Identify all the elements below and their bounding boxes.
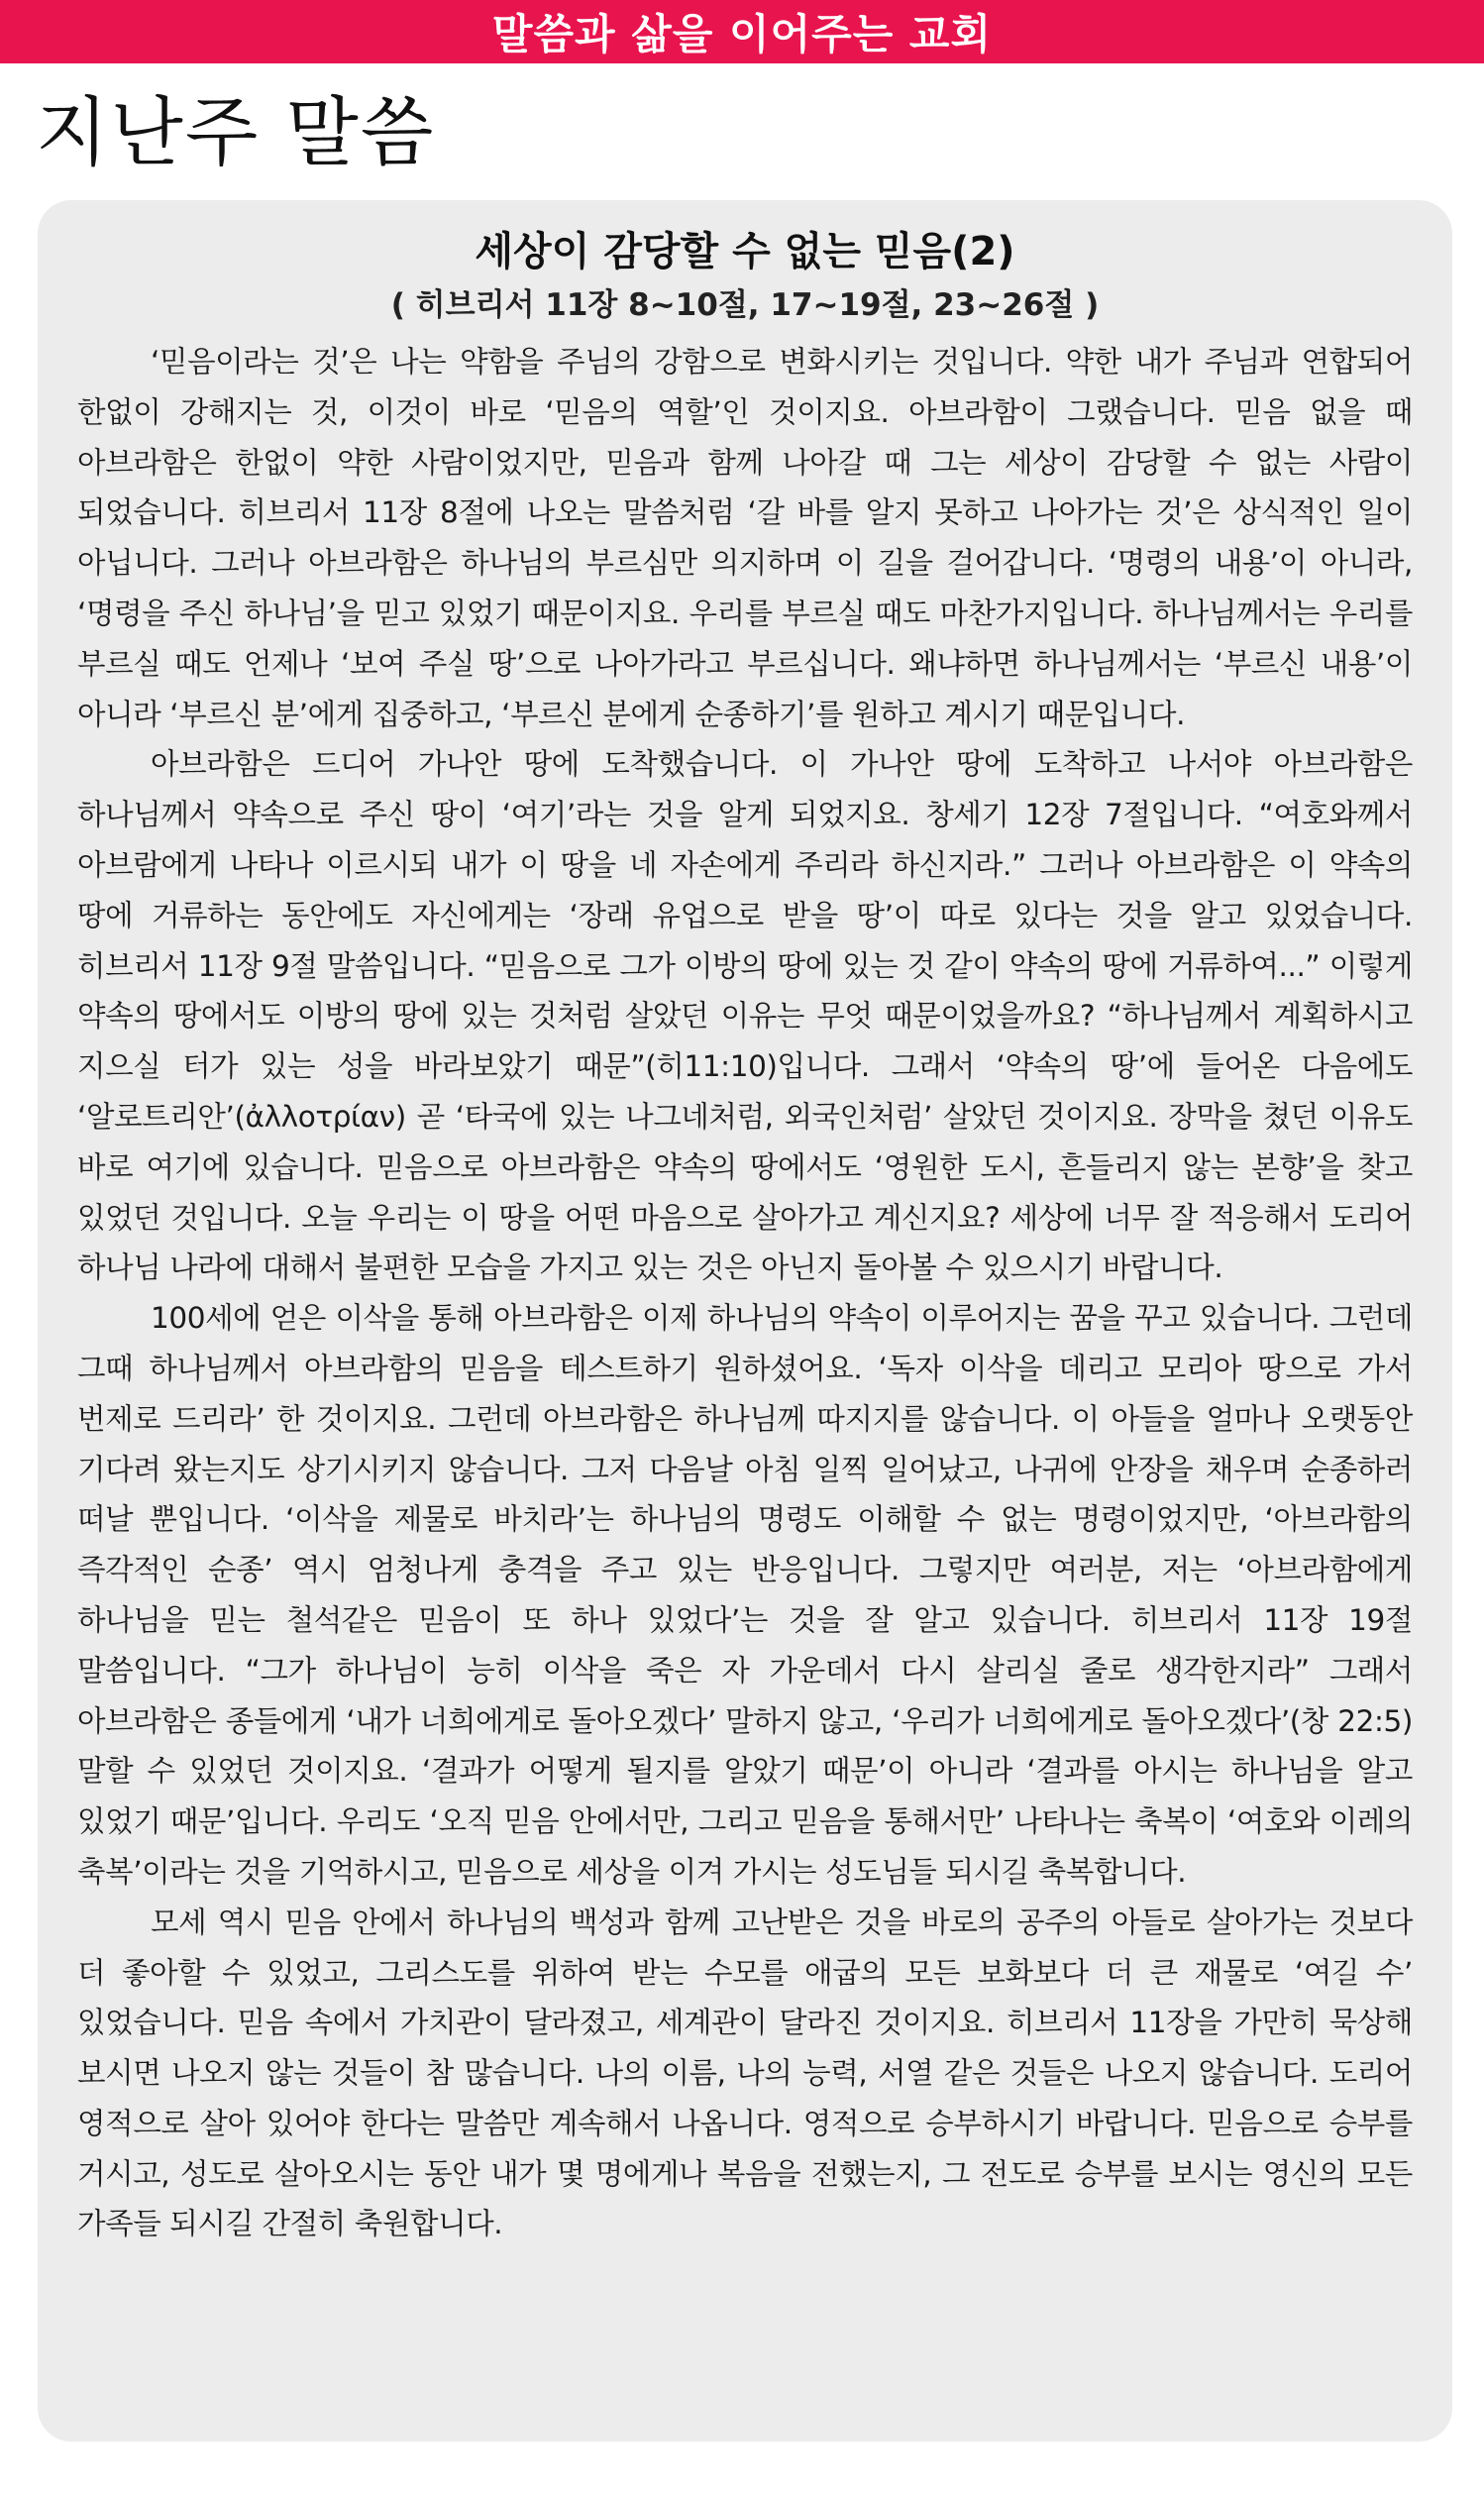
sermon-card (38, 200, 1452, 2442)
sermon-body (77, 337, 1413, 2249)
top-banner (0, 0, 1484, 63)
sermon-title: 세상이 감당할 수 없는 믿음(2) (475, 229, 1015, 274)
section-title: 지난주 말씀 (36, 88, 436, 176)
sermon-paragraph: 100세에 얻은 이삭을 통해 아브라함은 이제 하나님의 약속이 이루어지는 꿈을 꾸고 있습니다. 그런데 그때 하나님께서 아브라함의 믿음을 테스트하기 원하셨어요. ‘독자 이삭을 데리고 모리아 땅으로 가서 번제로 드리라’ 한 것이지요. 그런데 아브라함은 하나님께 따지지를 않습니다. 이 아들을 얼마나 오랫동안 기다려 왔는지도 상기시키지 않습니다. 그저 다음날 아침 일찍 일어났고, 나귀에 안장을 채우며 순종하러 떠날 뿐입니다. ‘이삭을 제물로 바치라’는 하나님의 명령도 이해할 수 없는 명령이었지만, ‘아브라함의 즉각적인 순종’ 역시 엄청나게 충격을 주고 있는 반응입니다. 그렇지만 여러분, 저는 ‘아브라함에게 하나님을 믿는 철석같은 믿음이 또 하나 있었다’는 것을 잘 알고 있습니다. 히브리서 11장 19절 말씀입니다. “그가 하나님이 능히 이삭을 죽은 자 가운데서 다시 살리실 줄로 생각한지라” 그래서 아브라함은 종들에게 ‘내가 너희에게로 돌아오겠다’ 말하지 않고, ‘우리가 너희에게로 돌아오겠다’(창 22:5) 말할 수 있었던 것이지요. ‘결과가 어떻게 될지를 알았기 때문’이 아니라 ‘결과를 아시는 하나님을 알고 있었기 때문’입니다. 우리도 ‘오직 믿음 안에서만, 그리고 믿음을 통해서만’ 나타나는 축복이 ‘여호와 이레의 축복’이라는 것을 기억하시고, 믿음으로 세상을 이겨 가시는 성도님들 되시길 축복합니다. (77, 1301, 1413, 1889)
banner-text: 말씀과 삶을 이어주는 교회 (491, 10, 993, 58)
sermon-paragraph: 모세 역시 믿음 안에서 하나님의 백성과 함께 고난받은 것을 바로의 공주의 아들로 살아가는 것보다 더 좋아할 수 있었고, 그리스도를 위하여 받는 수모를 애굽의 모든 보화보다 더 큰 재물로 ‘여길 수’ 있었습니다. 믿음 속에서 가치관이 달라졌고, 세계관이 달라진 것이지요. 히브리서 11장을 가만히 묵상해 보시면 나오지 않는 것들이 참 많습니다. 나의 이름, 나의 능력, 서열 같은 것들은 나오지 않습니다. 도리어 영적으로 살아 있어야 한다는 말씀만 계속해서 나옵니다. 영적으로 승부하시기 바랍니다. 믿음으로 승부를 거시고, 성도로 살아오시는 동안 내가 몇 명에게나 복음을 전했는지, 그 전도로 승부를 보시는 영신의 모든 가족들 되시길 간절히 축원합니다. (77, 1905, 1413, 2241)
sermon-paragraph: 아브라함은 드디어 가나안 땅에 도착했습니다. 이 가나안 땅에 도착하고 나서야 아브라함은 하나님께서 약속으로 주신 땅이 ‘여기’라는 것을 알게 되었지요. 창세기 12장 7절입니다. “여호와께서 아브람에게 나타나 이르시되 내가 이 땅을 네 자손에게 주리라 하신지라.” 그러나 아브라함은 이 약속의 땅에 거류하는 동안에도 자신에게는 ‘장래 유업으로 받을 땅’이 따로 있다는 것을 알고 있었습니다. 히브리서 11장 9절 말씀입니다. “믿음으로 그가 이방의 땅에 있는 것 같이 약속의 땅에 거류하여...” 이렇게 약속의 땅에서도 이방의 땅에 있는 것처럼 살았던 이유는 무엇 때문이었을까요? “하나님께서 계획하시고 지으실 터가 있는 성을 바라보았기 때문”(히11:10)입니다. 그래서 ‘약속의 땅’에 들어온 다음에도 ‘알로트리안’(ἀλλοτρίαν) 곧 ‘타국에 있는 나그네처럼, 외국인처럼’ 살았던 것이지요. 장막을 쳤던 이유도 바로 여기에 있습니다. 믿음으로 아브라함은 약속의 땅에서도 ‘영원한 도시, 흔들리지 않는 본향’을 찾고 있었던 것입니다. 오늘 우리는 이 땅을 어떤 마음으로 살아가고 계신지요? 세상에 너무 잘 적응해서 도리어 하나님 나라에 대해서 불편한 모습을 가지고 있는 것은 아닌지 돌아볼 수 있으시기 바랍니다. (77, 747, 1413, 1285)
sermon-paragraph: ‘믿음이라는 것’은 나는 약함을 주님의 강함으로 변화시키는 것입니다. 약한 내가 주님과 연합되어 한없이 강해지는 것, 이것이 바로 ‘믿음의 역할’인 것이지요. 아브라함이 그랬습니다. 믿음 없을 때 아브라함은 한없이 약한 사람이었지만, 믿음과 함께 나아갈 때 그는 세상이 감당할 수 없는 사람이 되었습니다. 히브리서 11장 8절에 나오는 말씀처럼 ‘갈 바를 알지 못하고 나아가는 것’은 상식적인 일이 아닙니다. 그러나 아브라함은 하나님의 부르심만 의지하며 이 길을 걸어갑니다. ‘명령의 내용’이 아니라, ‘명령을 주신 하나님’을 믿고 있었기 때문이지요. 우리를 부르실 때도 마찬가지입니다. 하나님께서는 우리를 부르실 때도 언제나 ‘보여 주실 땅’으로 나아가라고 부르십니다. 왜냐하면 하나님께서는 ‘부르신 내용’이 아니라 ‘부르신 분’에게 집중하고, ‘부르신 분에게 순종하기’를 원하고 계시기 때문입니다. (77, 345, 1413, 731)
scripture-reference: ( 히브리서 11장 8~10절, 17~19절, 23~26절 ) (390, 287, 1100, 323)
